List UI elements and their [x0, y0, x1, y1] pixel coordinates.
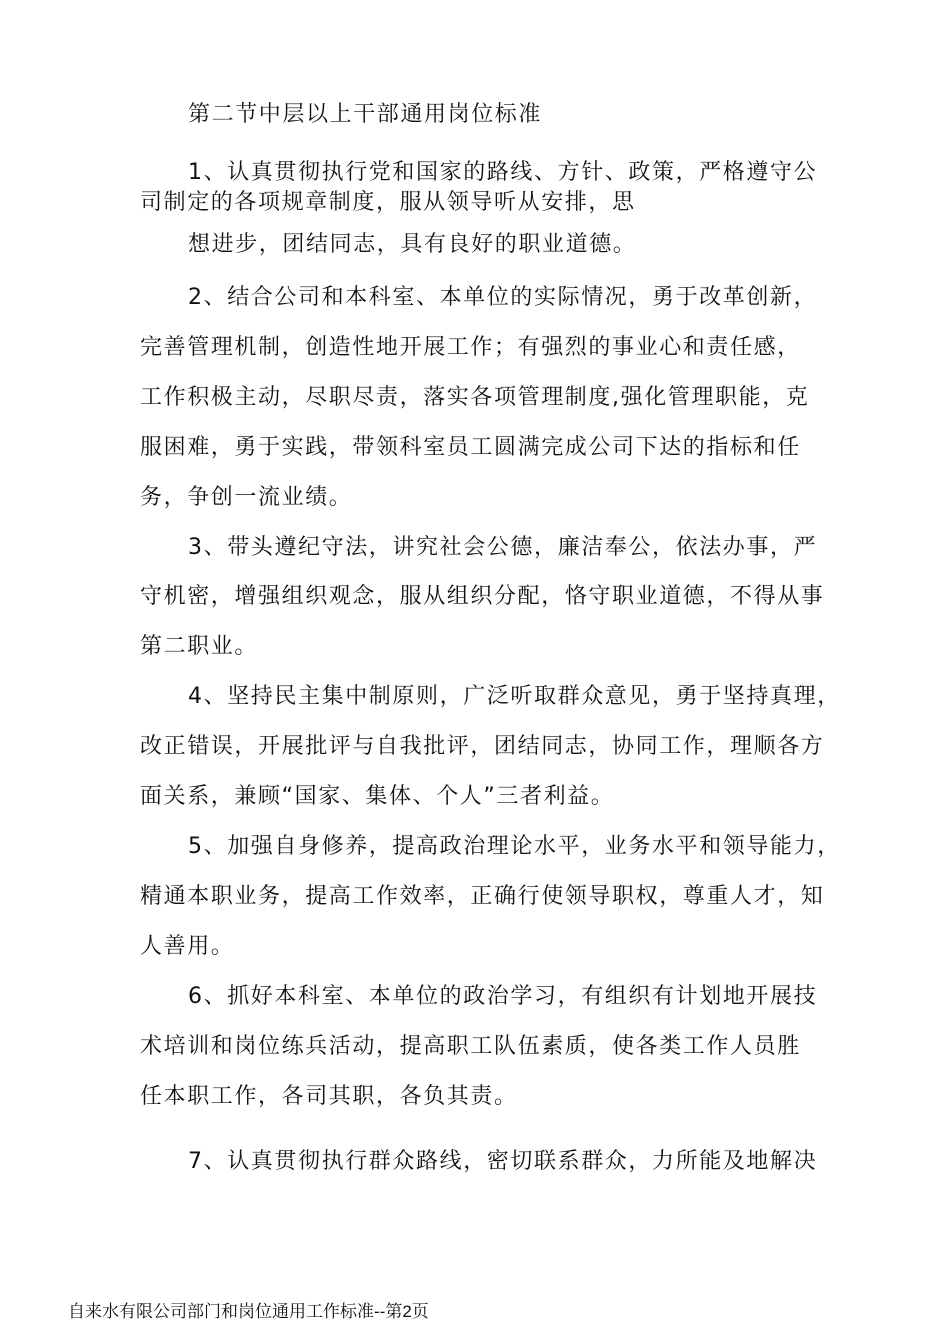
paragraph-line: 3、带头遵纪守法，讲究社会公德，廉洁奉公，依法办事，严: [188, 535, 818, 560]
paragraph-line: 第二职业。: [140, 634, 259, 659]
paragraph-line: 务，争创一流业绩。: [140, 485, 353, 510]
paragraph-line: 术培训和岗位练兵活动，提高职工队伍素质，使各类工作人员胜: [140, 1034, 801, 1059]
paragraph-line: 精通本职业务，提高工作效率，正确行使领导职权，尊重人才，知: [140, 884, 825, 909]
paragraph-line: 5、加强自身修养，提高政治理论水平，业务水平和领导能力，: [188, 834, 841, 859]
paragraph-line: 面关系，兼顾“国家、集体、个人”三者利益。: [140, 784, 615, 809]
paragraph-line: 任本职工作，各司其职，各负其责。: [140, 1084, 518, 1109]
paragraph-line: 4、坚持民主集中制原则，广泛听取群众意见，勇于坚持真理，: [188, 684, 841, 709]
paragraph-line: 守机密，增强组织观念，服从组织分配，恪守职业道德，不得从事: [140, 584, 825, 609]
section-title: 第二节中层以上干部通用岗位标准: [188, 102, 543, 127]
paragraph-line: 改正错误，开展批评与自我批评，团结同志，协同工作，理顺各方: [140, 734, 825, 759]
paragraph-line: 服困难，勇于实践，带领科室员工圆满完成公司下达的指标和任: [140, 435, 801, 460]
paragraph-line: 6、抓好本科室、本单位的政治学习，有组织有计划地开展技: [188, 984, 818, 1009]
page-footer: 自来水有限公司部门和岗位通用工作标准--第2页: [68, 1302, 429, 1321]
paragraph-line: 7、认真贯彻执行群众路线，密切联系群众，力所能及地解决: [188, 1149, 818, 1174]
paragraph-line: 1、认真贯彻执行党和国家的路线、方针、政策，严格遵守公: [188, 160, 818, 185]
paragraph-line: 工作积极主动，尽职尽责，落实各项管理制度,强化管理职能，克: [140, 385, 810, 410]
paragraph-line: 完善管理机制，创造性地开展工作；有强烈的事业心和责任感，: [140, 335, 801, 360]
paragraph-line: 人善用。: [140, 934, 235, 959]
paragraph-line: 2、结合公司和本科室、本单位的实际情况，勇于改革创新，: [188, 285, 818, 310]
paragraph-line: 想进步，团结同志，具有良好的职业道德。: [188, 232, 637, 257]
paragraph-line: 司制定的各项规章制度，服从领导听从安排，思: [140, 190, 636, 215]
